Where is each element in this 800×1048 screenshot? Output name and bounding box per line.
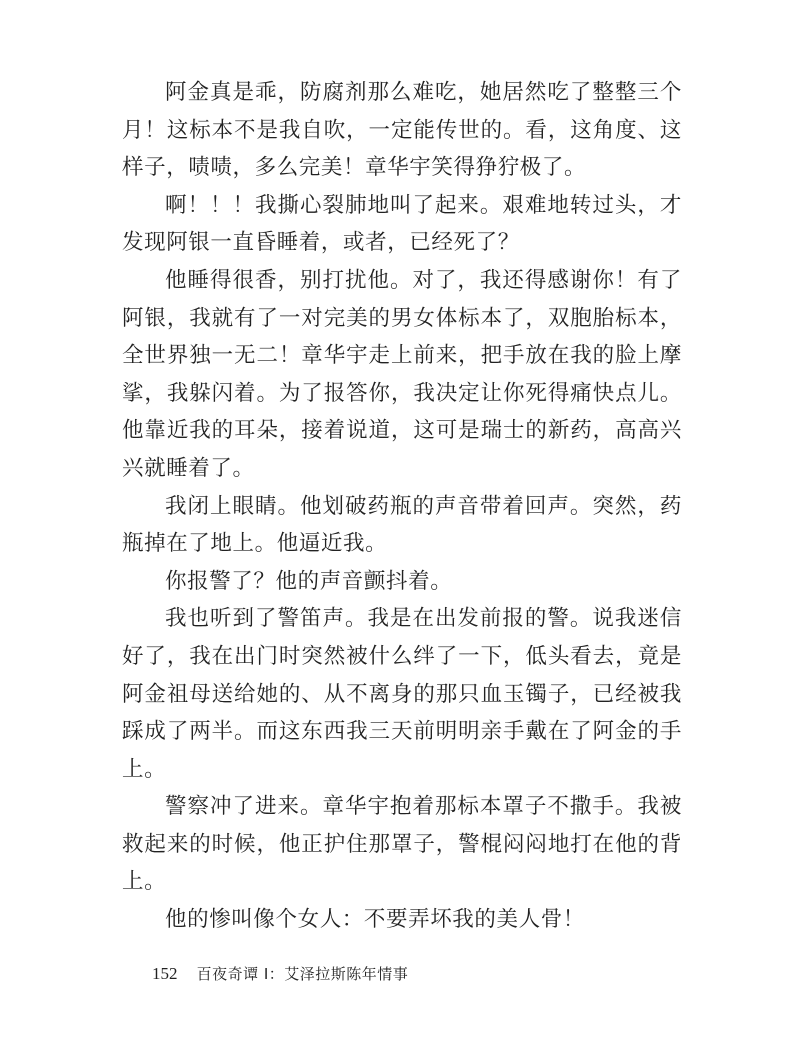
page-footer	[152, 963, 408, 985]
running-title: 百夜奇谭 Ⅰ：艾泽拉斯陈年情事	[196, 965, 409, 983]
paragraph: 他睡得很香，别打扰他。对了，我还得感谢你！有了阿银，我就有了一对完美的男女体标本了，双胞胎标本，全世界独一无二！章华宇走上前来，把手放在我的脸上摩挲，我躲闪着。为了报答你，我决定让你死得痛快点儿。他靠近我的耳朵，接着说道，这可是瑞士的新药，高高兴兴就睡着了。	[122, 267, 682, 481]
page-number: 152	[152, 964, 178, 983]
paragraph: 啊！！！我撕心裂肺地叫了起来。艰难地转过头，才发现阿银一直昏睡着，或者，已经死了？	[122, 192, 682, 256]
paragraph: 阿金真是乖，防腐剂那么难吃，她居然吃了整整三个月！这标本不是我自吹，一定能传世的。看，这角度、这样子，啧啧，多么完美！章华宇笑得狰狞极了。	[122, 80, 682, 181]
paragraph: 他的惨叫像个女人：不要弄坏我的美人骨！	[165, 907, 585, 933]
body-text	[122, 74, 682, 939]
paragraph: 我闭上眼睛。他划破药瓶的声音带着回声。突然，药瓶掉在了地上。他逼近我。	[122, 493, 682, 557]
paragraph: 警察冲了进来。章华宇抱着那标本罩子不撒手。我被救起来的时候，他正护住那罩子，警棍闷闷地打在他的背上。	[122, 794, 682, 895]
paragraph: 你报警了？他的声音颤抖着。	[165, 568, 453, 594]
paragraph: 我也听到了警笛声。我是在出发前报的警。说我迷信好了，我在出门时突然被什么绊了一下，低头看去，竟是阿金祖母送给她的、从不离身的那只血玉镯子，已经被我踩成了两半。而这东西我三天前明明亲手戴在了阿金的手上。	[122, 606, 682, 782]
